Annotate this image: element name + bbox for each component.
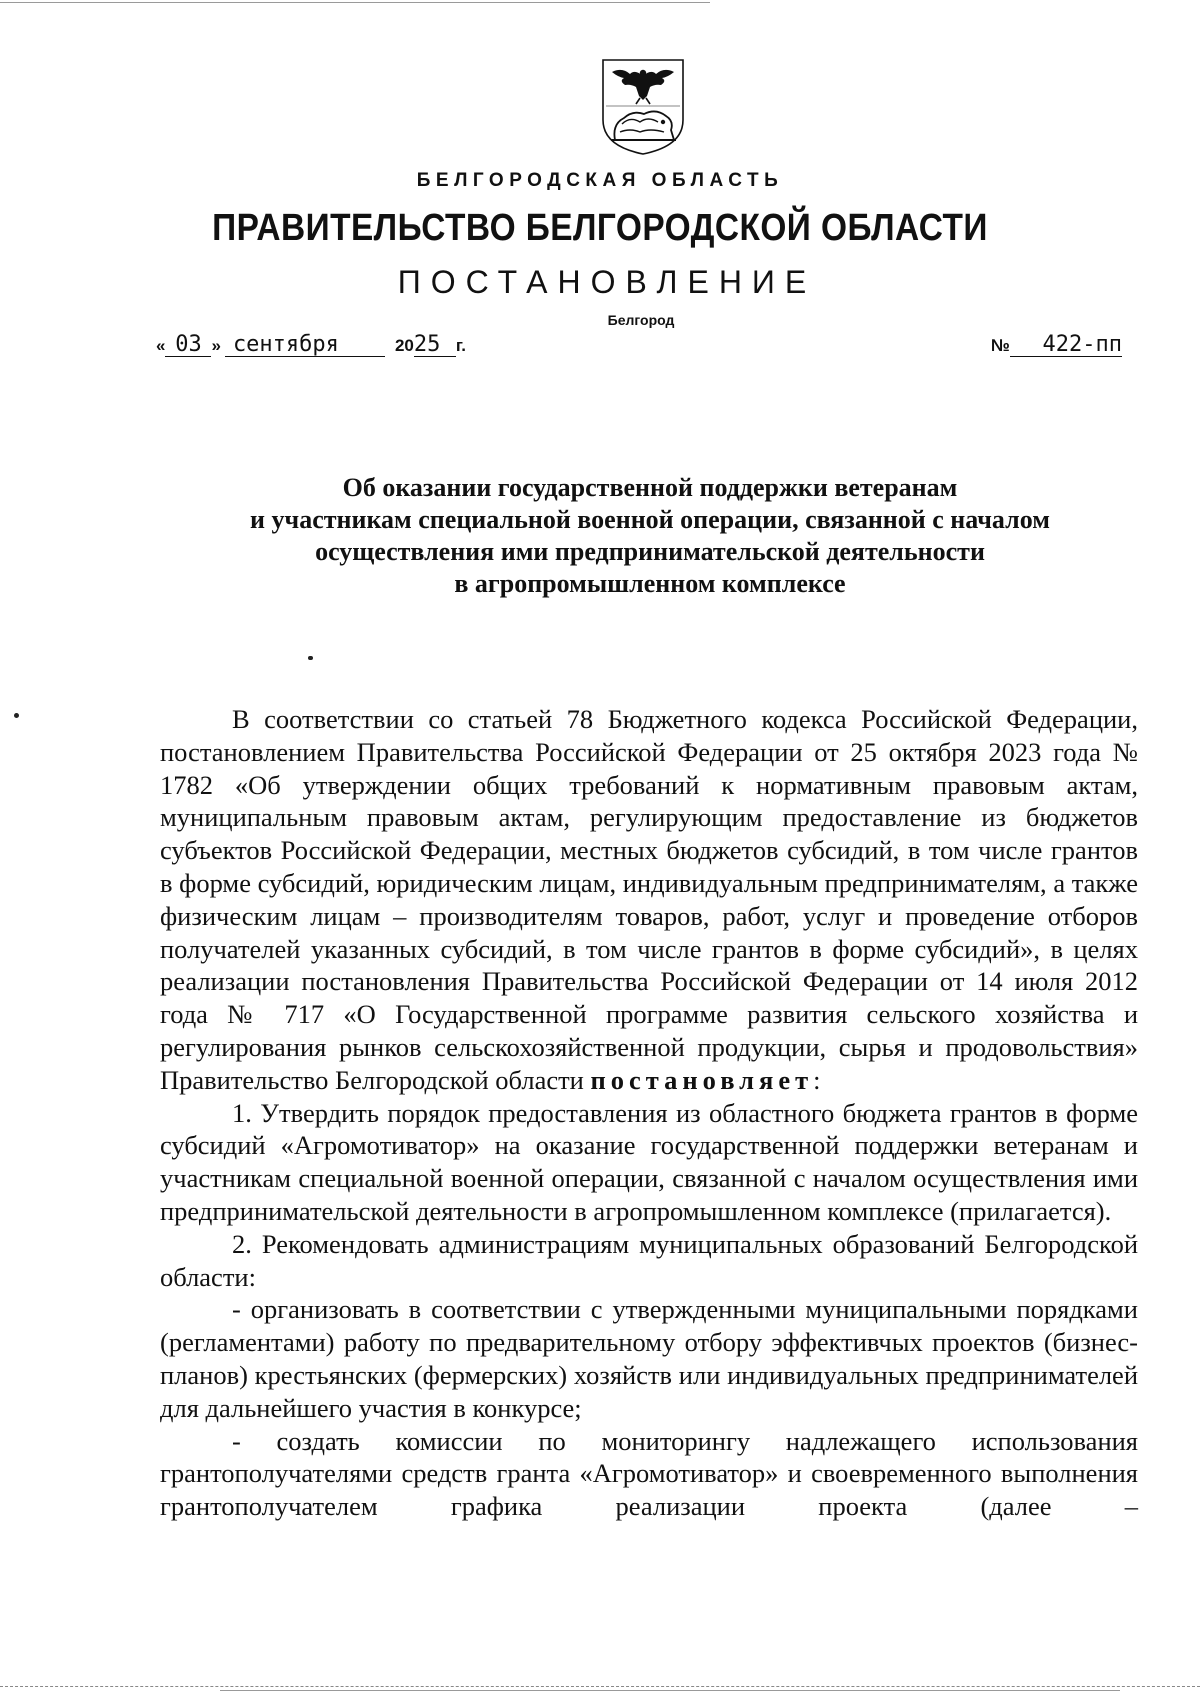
scan-edge-bottom-inner xyxy=(220,1690,1120,1691)
date-year-prefix: 20 xyxy=(394,336,414,355)
resolves-word: постановляет xyxy=(590,1064,814,1095)
document-body xyxy=(160,703,1138,1523)
resolves-colon: : xyxy=(813,1064,821,1095)
coat-of-arms-icon xyxy=(600,58,686,156)
title-line-3: осуществления ими предпринимательской деятельности xyxy=(315,537,985,566)
scan-edge-top xyxy=(0,2,710,3)
title-line-4: в агропромышленном комплексе xyxy=(454,569,846,598)
city-name: Белгород xyxy=(607,312,675,328)
government-name: ПРАВИТЕЛЬСТВО БЕЛГОРОДСКОЙ ОБЛАСТИ xyxy=(212,207,988,249)
number-value: 422-пп xyxy=(1010,334,1122,357)
title-line-2: и участникам специальной военной операции, связанной с началом xyxy=(250,505,1050,534)
subitem-2-paragraph: - создать комиссии по мониторингу надлежащего использования грантополучателями средств гранта «Агромотиватор» и своевременного выполнения грантополучателем графика реализации проекта (далее – xyxy=(160,1425,1138,1522)
subitem-1-paragraph: - организовать в соответствии с утвержденными муниципальными порядками (регламентами) работу по предварительному отбору эффективчых проектов (бизнес-планов) крестьянских (фермерских) хозяйств или индивидуальных предпринимателей для дальнейшего участия в конкурсе; xyxy=(160,1294,1138,1423)
date-year-mark: г. xyxy=(455,336,466,355)
scan-edge-bottom xyxy=(0,1686,1200,1687)
date-year-suffix: 25 xyxy=(414,334,456,357)
document-title xyxy=(150,472,1150,600)
scan-speck xyxy=(308,656,313,660)
belgorod-emblem-svg xyxy=(600,58,686,156)
scan-speck xyxy=(14,713,19,718)
date-month: сентября xyxy=(225,334,385,357)
document-type: ПОСТАНОВЛЕНИЕ xyxy=(397,264,817,300)
item-1-paragraph: 1. Утвердить порядок предоставления из областного бюджета грантов в форме субсидий «Агромотиватор» на оказание государственной поддержки ветеранам и участникам специальной военной операции, связанной с началом осуществления ими предпринимательской деятельности в агропромышленном комплексе (прилагается). xyxy=(160,1097,1138,1226)
number-label: № xyxy=(991,336,1010,355)
item-2-paragraph: 2. Рекомендовать администрациям муниципальных образований Белгородской области: xyxy=(160,1228,1138,1292)
document-date xyxy=(156,334,466,357)
date-open-quote: « xyxy=(156,336,166,355)
region-name: БЕЛГОРОДСКАЯ ОБЛАСТЬ xyxy=(416,170,784,191)
date-close-quote: » xyxy=(211,336,221,355)
title-line-1: Об оказании государственной поддержки ветеранам xyxy=(342,473,958,502)
date-day: 03 xyxy=(165,334,211,357)
preamble-text: В соответствии со статьей 78 Бюджетного кодекса Российской Федерации, постановлением Правительства Российской Федерации от 25 октября 2023 года № 1782 «Об утверждении общих требований к нормативным правовым актам, муниципальным правовым актам, регулирующим предоставление из бюджетов субъектов Российской Федерации, местных бюджетов субсидий, в том числе грантов в форме субсидий, юридическим лицам, индивидуальным предпринимателям, а также физическим лицам – производителям товаров, работ, услуг и проведение отборов получателей указанных субсидий, в том числе грантов в форме субсидий», в целях реализации постановления Правительства Российской Федерации от 14 июля 2012 года № 717 «О Государственной программе развития сельского хозяйства и регулирования рынков сельскохозяйственной продукции, сырья и продовольствия» Правительство Белгородской области xyxy=(160,704,1138,1095)
document-number xyxy=(991,334,1122,357)
preamble-paragraph xyxy=(160,703,1138,1097)
